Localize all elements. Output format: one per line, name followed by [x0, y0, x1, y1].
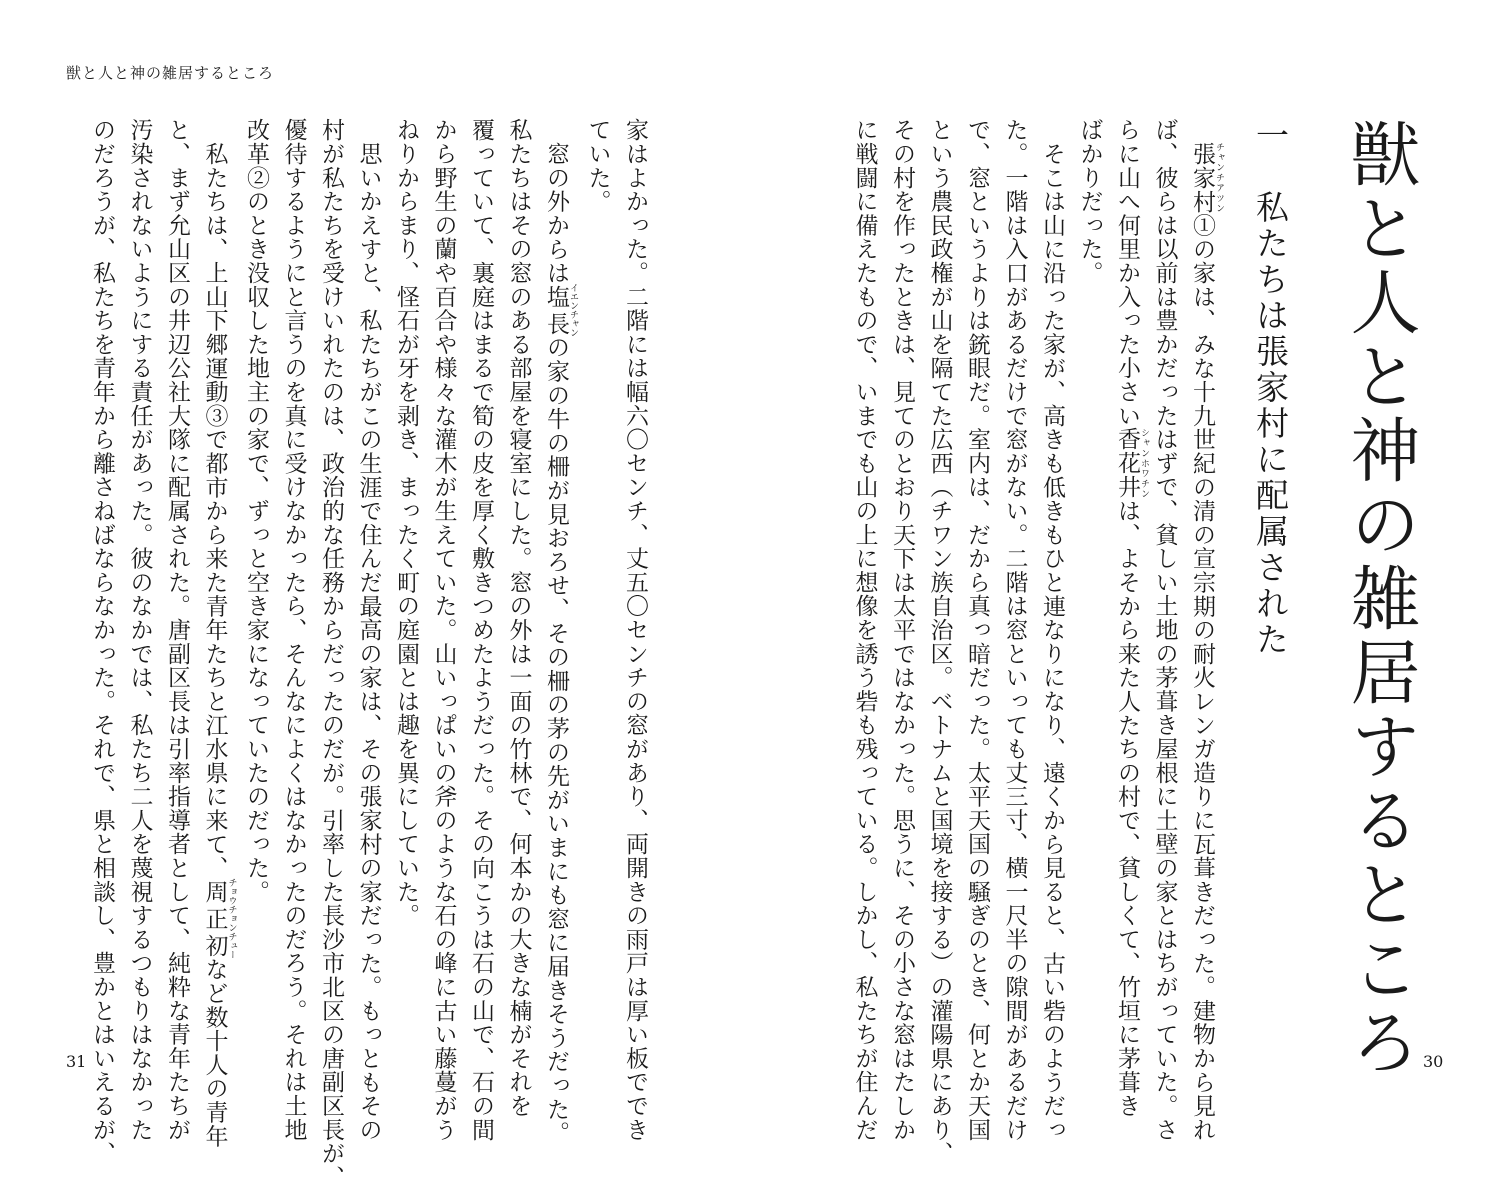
right-page-body	[846, 118, 1224, 1166]
page-number-right: 30	[1423, 1052, 1444, 1071]
paragraph: 窓の外からは塩長 イエンチャンの家の牛の柵が見おろせ、その柵の茅の先がいまにも窓に届きそうだった。 私たちはその窓のある部屋を寝室にした。窓の外は一面の竹林で、何本かの大きな楠がそれを 覆っていて、裏庭はまるで筍の皮を厚く敷きつめたようだった。その向こうは石の山で、石の間 から野生の蘭や百合や様々な灌木が生えていた。山いっぱいの斧のような石の峰に古い藤蔓がう ねりからまり、怪石が牙を剥き、まったく町の庭園とは趣を異にしていた。	[393, 118, 578, 1145]
ruby-word: 周正初 チョウチョンチュー	[201, 878, 237, 960]
paragraph: 家はよかった。二階には幅六〇センチ、丈五〇センチの窓があり、両開きの雨戸は厚い板ででき ていた。	[584, 118, 648, 1142]
chapter-title: 獣と人と神の雑居するところ	[1339, 118, 1421, 1080]
paragraph: 私たちは、上山下郷運動③で都市から来た青年たちと江水県に来て、周正初 チョウチョンチューなど数十人の青年 と、まず允山区の井辺公社大隊に配属された。唐副区長は引率指導者として、純粋な青年たちが 汚染されないようにする責任があった。彼のなかでは、私たち二人を蔑視するつもりはなかった のだろうが、私たちを青年から離さねばならなかった。それで、県と相談し、豊かとはいえるが、	[89, 118, 237, 1166]
section-heading: 一 私たちは張家村に配属された	[1251, 118, 1290, 658]
ruby-word: 塩長 イエンチャン	[543, 283, 578, 338]
ruby-word: 張家村 チャンチアツン	[1189, 141, 1224, 214]
left-page-body	[89, 118, 653, 1189]
page-number-left: 31	[66, 1052, 87, 1071]
paragraph: そこは山に沿った家が、高きも低きもひと連なりになり、遠くから見ると、古い砦のようだっ た。一階は入口があるだけで窓がない。二階は窓といっても丈三寸、横一尺半の隙間があるだけ で、窓というよりは銃眼だ。室内は、だから真っ暗だった。太平天国の騒ぎのとき、何とか天国 という農民政権が山を隔てた広西（チワン族自治区。ベトナムと国境を接する）の灌陽県にあり、 その村を作ったときは、見てのとおり天下は太平ではなかった。思うに、その小さな窓はたしか に戦闘に備えたもので、いまでも山の上に想像を誘う砦も残っている。しかし、私たちが住んだ	[851, 118, 1065, 1166]
running-head: 獣と人と神の雑居するところ	[66, 64, 275, 82]
paragraph: 思いかえすと、私たちがこの生涯で住んだ最高の家は、その張家村の家だった。もっともその 村が私たちを受けいれたのは、政治的な任務からだったのだが。引率した長沙市北区の唐副区長が、 優待するようにと言うのを真に受けなかったら、そんなによくはなかったのだろう。それは土地 改革②のとき没収した地主の家で、ずっと空き家になっていたのだった。	[243, 118, 382, 1189]
paragraph: 張家村 チャンチアツン①の家は、みな十九世紀の清の宣宗期の耐火レンガ造りに瓦葺きだった。建物から見れ ば、彼らは以前は豊かだったはずで、貧しい土地の茅葺き屋根に土壁の家とはちがっていた。さ らに山へ何里か入った小さい香花井 シャンホワチンは、よそから来た人たちの村で、貧しくて、竹垣に茅葺き ばかりだった。	[1076, 118, 1224, 1142]
ruby-word: 香花井 シャンホワチン	[1114, 427, 1149, 499]
